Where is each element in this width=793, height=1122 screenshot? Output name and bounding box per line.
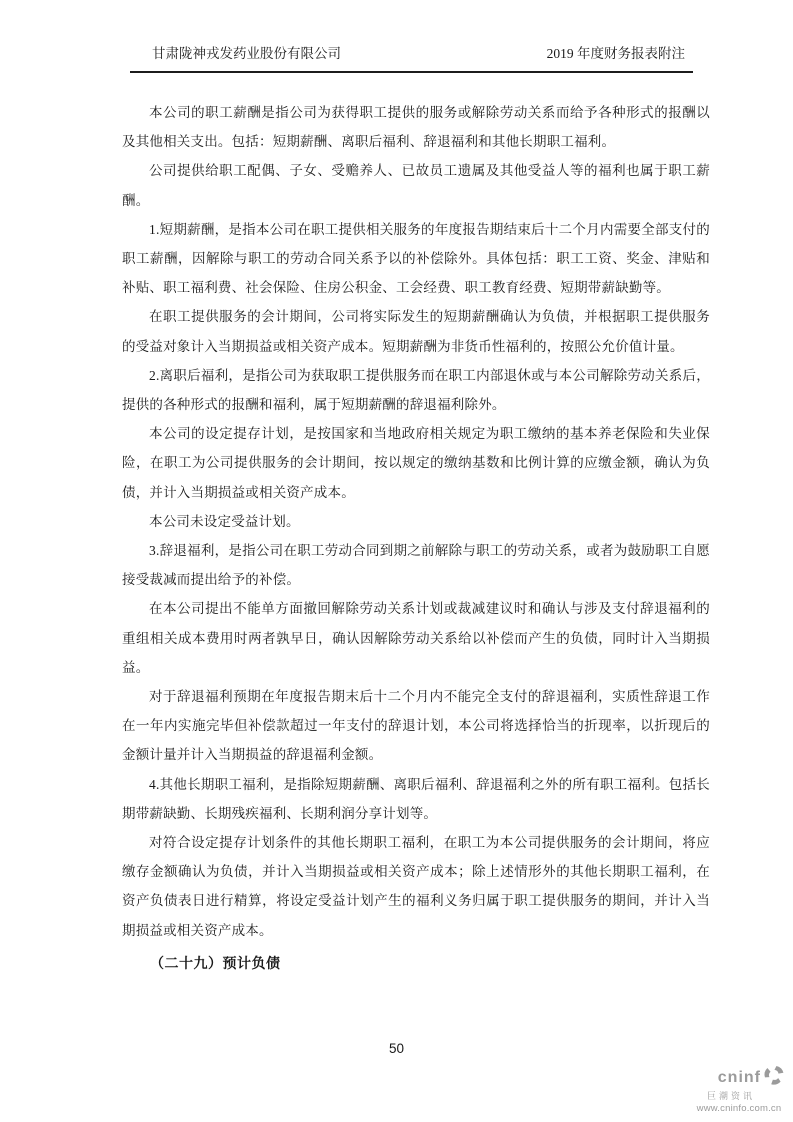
paragraph: 3.辞退福利，是指公司在职工劳动合同到期之前解除与职工的劳动关系，或者为鼓励职工自愿接受裁减而提出给予的补偿。	[122, 543, 710, 588]
paragraph: 1.短期薪酬，是指本公司在职工提供相关服务的年度报告期结束后十二个月内需要全部支付的职工薪酬，因解除与职工的劳动合同关系予以的补偿除外。具体包括：职工工资、奖金、津贴和补贴、职工福利费、社会保险、住房公积金、工会经费、职工教育经费、短期带薪缺勤等。	[122, 221, 710, 296]
cninfo-logo	[689, 1064, 789, 1114]
header-company-name: 甘肃陇神戎发药业股份有限公司	[152, 46, 341, 61]
paragraph: 4.其他长期职工福利，是指除短期薪酬、离职后福利、辞退福利之外的所有职工福利。包括长期带薪缺勤、长期残疾福利、长期利润分享计划等。	[122, 776, 710, 821]
pinwheel-swirl-icon	[763, 1064, 785, 1091]
cninfo-logo-text: cninf	[717, 1068, 761, 1086]
paragraph: 本公司未设定受益计划。	[149, 513, 300, 529]
paragraph: 本公司的职工薪酬是指公司为获得职工提供的服务或解除劳动关系而给予各种形式的报酬以及其他相关支出。包括：短期薪酬、离职后福利、辞退福利和其他长期职工福利。	[122, 105, 710, 150]
cninfo-logo-chinese: 巨潮资讯	[706, 1090, 755, 1101]
section-heading: （二十九）预计负债	[150, 956, 281, 972]
paragraph: 2.离职后福利，是指公司为获取职工提供服务而在职工内部退休或与本公司解除劳动关系后，提供的各种形式的报酬和福利，属于短期薪酬的辞退福利除外。	[122, 367, 710, 413]
paragraph: 本公司的设定提存计划，是按国家和当地政府相关规定为职工缴纳的基本养老保险和失业保险，在职工为公司提供服务的会计期间，按以规定的缴纳基数和比例计算的应缴金额，确认为负债，并计入当期损益或相关资产成本。	[122, 426, 710, 500]
paragraph: 在本公司提出不能单方面撤回解除劳动关系计划或裁减建议时和确认与涉及支付辞退福利的重组相关成本费用时两者孰早日，确认因解除劳动关系给以补偿而产生的负债，同时计入当期损益。	[122, 601, 710, 675]
page-number: 50	[388, 1041, 405, 1056]
header-doc-title: 2019 年度财务报表附注	[546, 46, 685, 61]
paragraph: 公司提供给职工配偶、子女、受赡养人、已故员工遗属及其他受益人等的福利也属于职工薪酬。	[122, 163, 710, 208]
paragraph: 对符合设定提存计划条件的其他长期职工福利，在职工为本公司提供服务的会计期间，将应缴存金额确认为负债，并计入当期损益或相关资产成本；除上述情形外的其他长期职工福利，在资产负债表日进行精算，将设定受益计划产生的福利义务归属于职工提供服务的期间，并计入当期损益或相关资产成本。	[122, 835, 710, 938]
page-header	[130, 44, 693, 73]
paragraph: 对于辞退福利预期在年度报告期末后十二个月内不能完全支付的辞退福利，实质性辞退工作在一年内实施完毕但补偿款超过一年支付的辞退计划，本公司将选择恰当的折现率，以折现后的金额计量并计入当期损益的辞退福利金额。	[122, 689, 710, 763]
document-body	[122, 98, 710, 979]
cninfo-logo-url: www.cninfo.com.cn	[696, 1102, 782, 1114]
paragraph: 在职工提供服务的会计期间，公司将实际发生的短期薪酬确认为负债，并根据职工提供服务的受益对象计入当期损益或相关资产成本。短期薪酬为非货币性福利的，按照公允价值计量。	[122, 309, 710, 354]
